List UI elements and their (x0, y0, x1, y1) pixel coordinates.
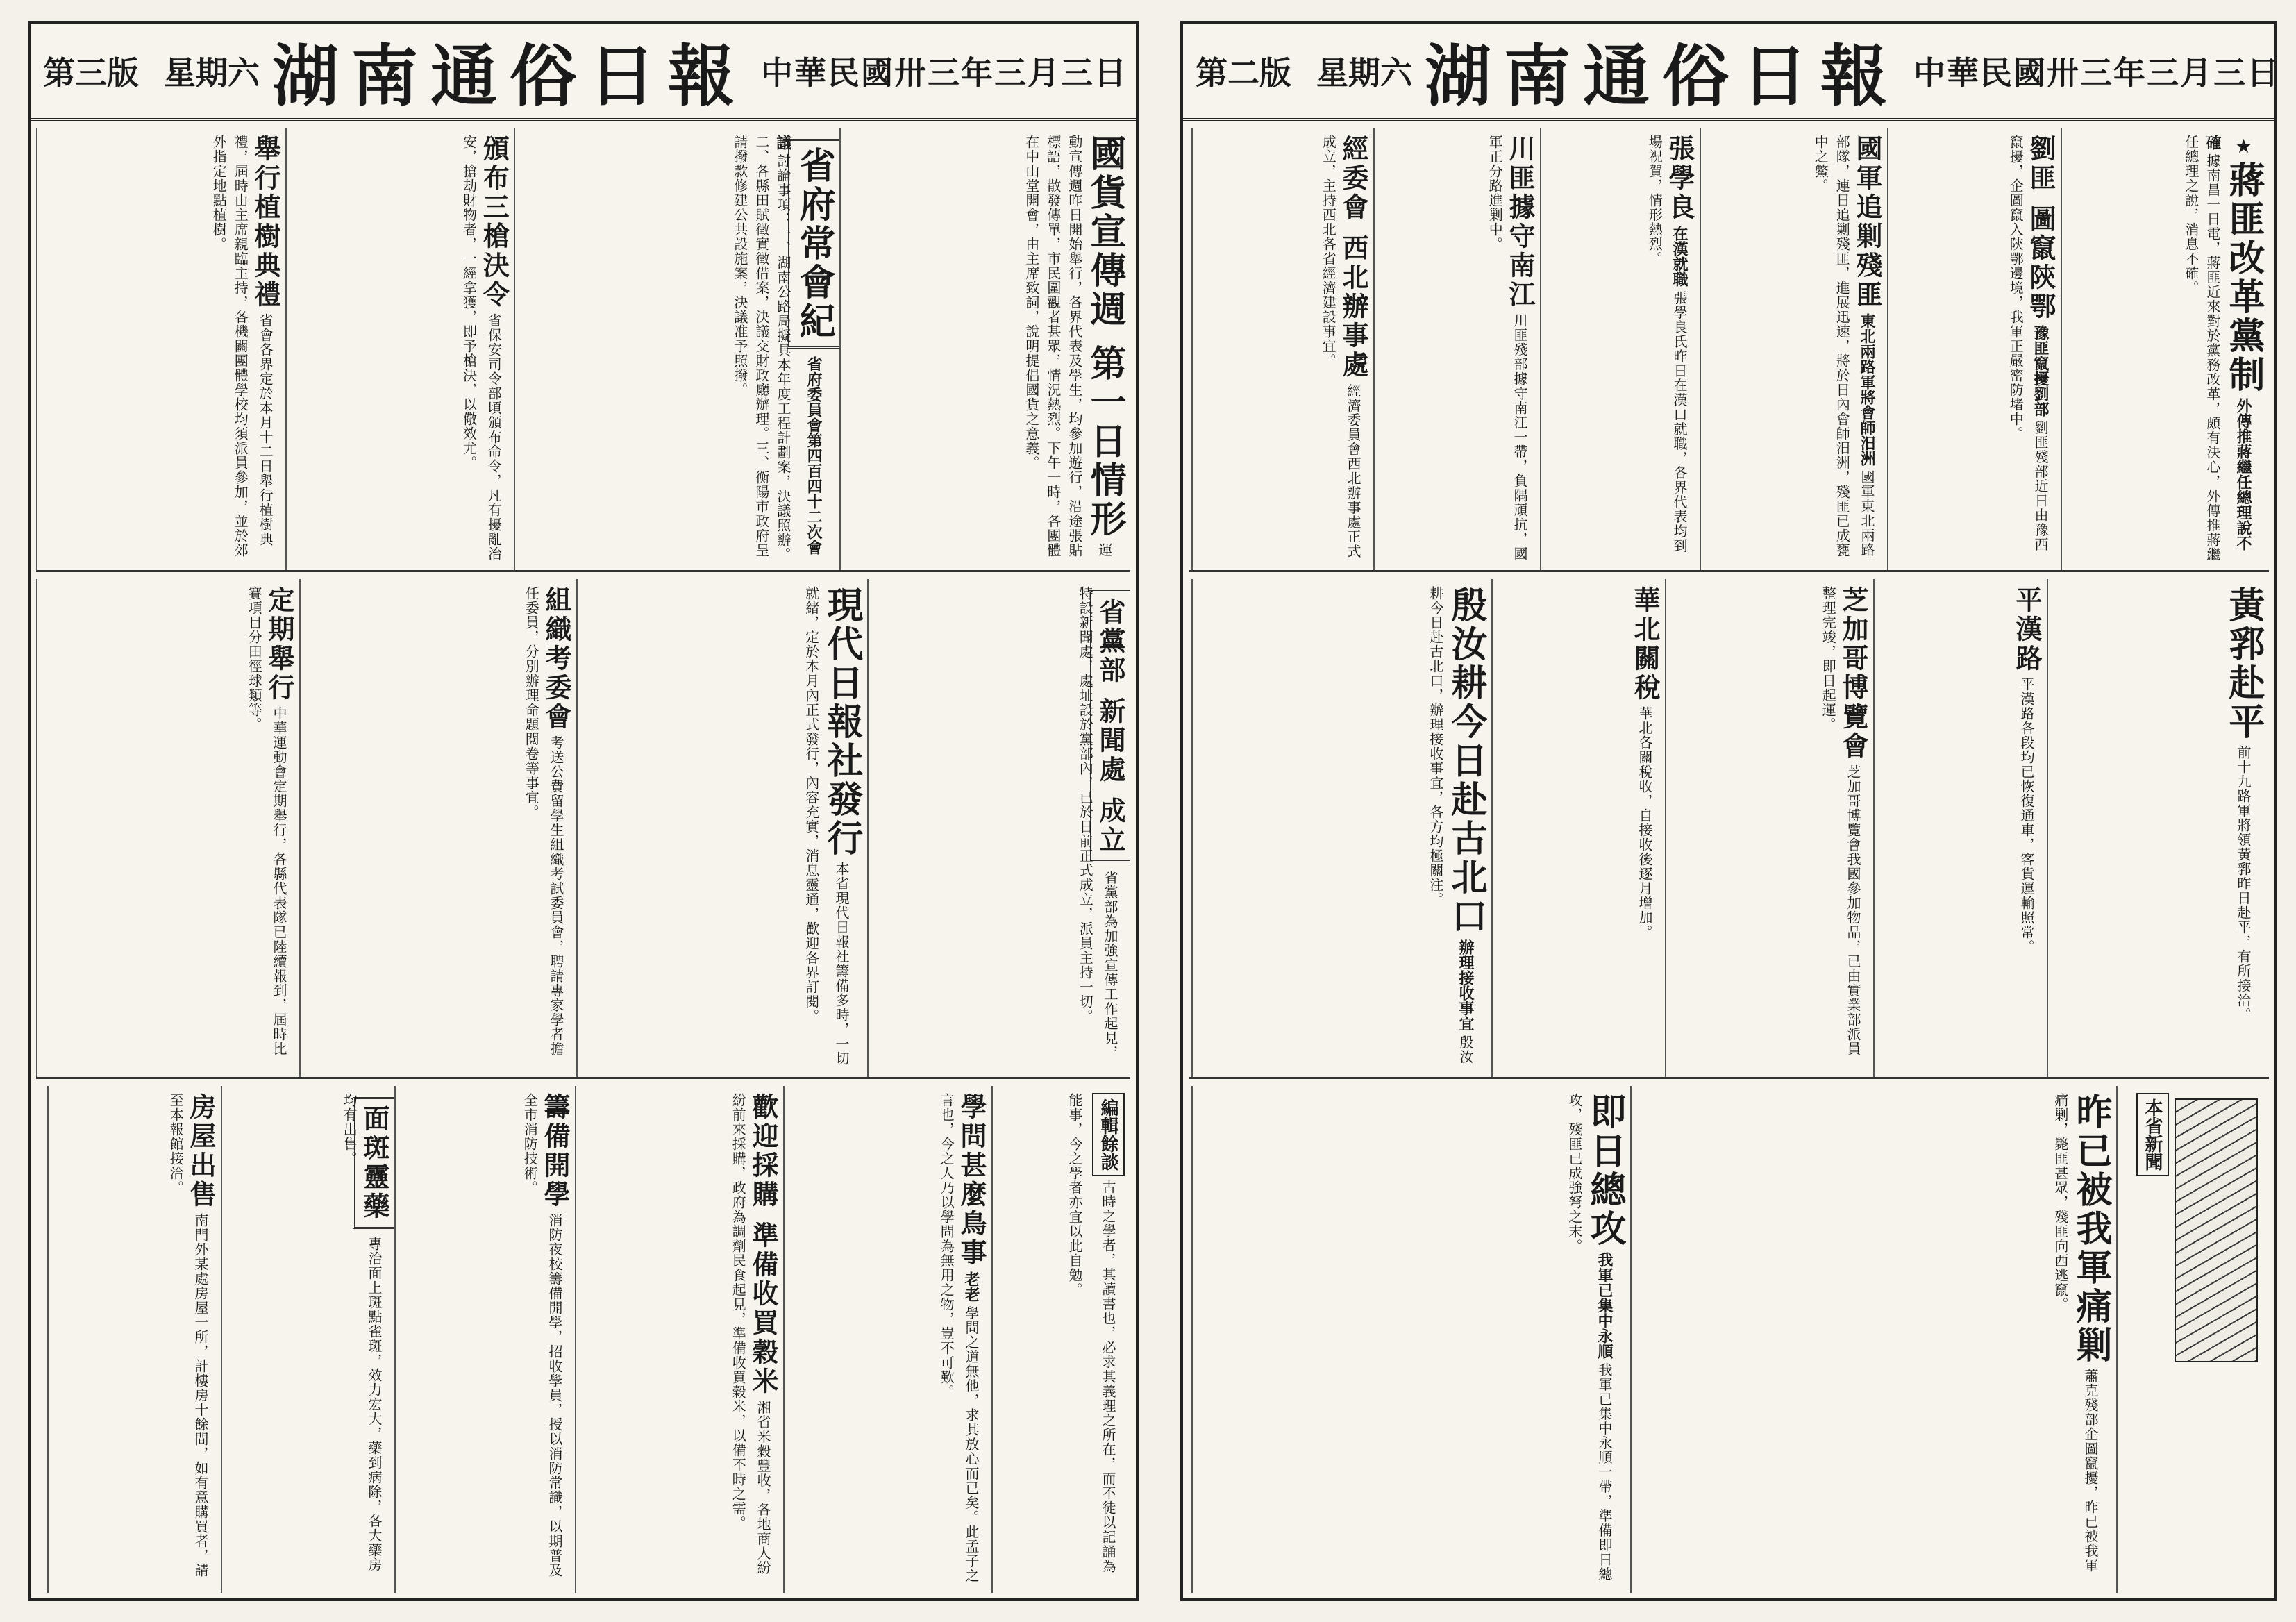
masthead (31, 24, 1136, 121)
article (991, 1086, 1130, 1593)
article-text: 考送公費留學生組織考試委員會，聘請專家學者擔任委員，分別辦理命題閱卷等事宜。 (523, 586, 565, 1057)
article-text: 討論事項：一、湖南公路局擬具本年度工程計劃案，決議照辦。二、各縣田賦徵實徵借案，決議交財政廳辦理。三、衡陽市政府呈請撥款修建公共設施案，決議准予照撥。 (731, 135, 791, 562)
article-tier-1 (36, 128, 1130, 572)
article (36, 128, 285, 570)
article (2061, 128, 2269, 570)
article (1700, 128, 1887, 570)
newspaper-page-second-edition (1180, 21, 2280, 1601)
article-byline: 老老 (962, 1271, 980, 1303)
article-headline: 平漢路 (2011, 586, 2043, 674)
article (1191, 579, 1491, 1077)
newspaper-page-third-edition (28, 21, 1139, 1601)
article-byline: 外傳推蔣繼任總理說不確 (2203, 135, 2252, 551)
masthead (1183, 24, 2280, 121)
article-headline: 省府常會紀 (787, 139, 839, 349)
article-headline: 籌備開學 (539, 1093, 571, 1210)
article-headline: 川匪據守南江 (1505, 135, 1536, 310)
edition-label: 第三版 (43, 54, 139, 92)
article-headline: 舉行植樹典禮 (250, 135, 282, 310)
article-headline: 頒布三槍決令 (478, 135, 510, 310)
article-headline: 經委會 西北辦事處 (1338, 135, 1369, 381)
article-headline: 省黨部 新聞處 成立 (1089, 590, 1130, 862)
article (1491, 579, 1665, 1077)
article-text: 本省現代日報社籌備多時，一切就緒，定於本月內正式發行，內容充實，消息靈通，歡迎各界訂閱。 (803, 586, 850, 1067)
article (1887, 128, 2061, 570)
article-text: 國軍東北兩路部隊，連日追剿殘匪，進展迅速，將於日內會師汨洲，殘匪已成甕中之鱉。 (1812, 135, 1875, 558)
article-tier-3 (1189, 1086, 2269, 1593)
article-text: 芝加哥博覽會我國參加物品，已由實業部派員整理完竣，即日起運。 (1820, 586, 1861, 1057)
article-headline: 組織考委會 (541, 586, 573, 732)
article (47, 1086, 221, 1593)
newspaper-title: 湖南通俗日報 (272, 36, 747, 115)
article-byline: 省府委員會第四百四十二次會議 (773, 135, 823, 555)
article-text: 殷汝耕今日赴古北口，辦理接收事宜，各方均極關注。 (1427, 586, 1474, 1064)
article-headline: 國貨宣傳週 第一日情形 (1084, 135, 1126, 540)
article-headline: 面斑靈藥 (353, 1097, 394, 1229)
star-marker-icon: ★ (2232, 135, 2255, 158)
article-headline: 國軍追剿殘匪 (1852, 135, 1883, 310)
article-text: 川匪殘部據守南江一帶，負隅頑抗，國軍正分路進剿中。 (1486, 135, 1528, 562)
article-tier-2 (36, 579, 1130, 1079)
article-headline: 蔣匪改革黨制 (2222, 161, 2265, 395)
article (1873, 579, 2047, 1077)
article (1191, 1086, 1630, 1593)
article (394, 1086, 575, 1593)
article-headline: 學問甚麼鳥事 (956, 1093, 987, 1268)
article-byline: 在漢就職 (1670, 226, 1689, 287)
article-text: 消防夜校籌備開學，招收學員，授以消防常識，以期普及全市消防技術。 (521, 1093, 563, 1578)
article-text: 中華運動會定期舉行，各縣代表隊已陸續報到，屆時比賽項目分田徑球類等。 (246, 586, 288, 1057)
article-headline: 華北關稅 (1629, 586, 1661, 703)
article (1191, 128, 1373, 570)
article-headline: 現代日報社發行 (820, 586, 863, 858)
article-text: 據南昌一日電，蔣匪近來對於黨務改革，頗有決心，外傳推蔣繼任總理之說，消息不確。 (2182, 135, 2221, 562)
article-text: 專治面上斑點雀斑，效力宏大，藥到病除，各大藥房均有出售。 (341, 1093, 383, 1573)
article-headline: 昨已被我軍痛剿 (2070, 1093, 2112, 1365)
article-headline: 張學良 (1664, 135, 1695, 222)
article (2047, 579, 2269, 1077)
article-text: 劉匪殘部近日由豫西竄擾，企圖竄入陝鄂邊境，我軍正嚴密防堵中。 (2007, 135, 2049, 552)
article (1373, 128, 1540, 570)
article (783, 1086, 991, 1593)
article-headline: 歡迎採購 準備收買穀米 (748, 1093, 779, 1397)
article-headline: 劉匪 圖竄陝鄂 (2025, 135, 2056, 322)
article-headline: 編輯餘談 (1092, 1093, 1125, 1176)
article (1665, 579, 1873, 1077)
page-body (36, 128, 1130, 1593)
weekday-label: 星期六 (164, 54, 260, 92)
article (299, 579, 576, 1077)
article-text: 湘省米穀豐收，各地商人紛紛前來採購，政府為調劑民食起見，準備收買穀米，以備不時之需。 (730, 1093, 771, 1575)
issue-date: 中華民國卅三年三月三日 (1913, 54, 2280, 92)
issue-date: 中華民國卅三年三月三日 (761, 54, 1128, 92)
article (36, 579, 299, 1077)
article-text: 省黨部為加強宣傳工作起見，特設新聞處，處址設於黨部內，已於日前正式成立，派員主持一切。 (1077, 586, 1118, 1060)
article-byline: 辦理接收事宜 (1457, 939, 1475, 1032)
article (1540, 128, 1700, 570)
article-text: 前十九路軍將領黃郛昨日赴平，有所接洽。 (2235, 745, 2252, 1023)
article-text: 運動宣傳週昨日開始舉行，各界代表及學生，均參加遊行，沿途張貼標語，散發傳單，市民圍觀者甚眾，情況熱烈。下午一時，各團體在中山堂開會，由主席致詞，說明提倡國貨之意義。 (1023, 135, 1113, 558)
article-byline: 東北兩路軍將會師汨洲 (1858, 313, 1876, 467)
article (285, 128, 514, 570)
edition-label: 第二版 (1196, 54, 1291, 92)
article-headline: 殷汝耕今日赴古北口 (1445, 586, 1487, 936)
article-text: 南門外某處房屋一所，計樓房十餘間，如有意購買者，請至本報館接洽。 (167, 1093, 209, 1578)
article-tier-2 (1189, 579, 2269, 1079)
article-headline: 定期舉行 (264, 586, 296, 703)
article (2116, 1086, 2269, 1593)
section-label: 本省新聞 (2136, 1093, 2169, 1176)
article-text: 經濟委員會西北辦事處正式成立，主持西北各省經濟建設事宜。 (1320, 135, 1361, 559)
article-text: 蕭克殘部企圖竄擾，昨已被我軍痛剿，斃匪甚眾，殘匪向西逃竄。 (2052, 1093, 2099, 1573)
article (514, 128, 839, 570)
article (576, 579, 867, 1077)
article-text: 平漢路各段均已恢復通車，客貨運輸照常。 (2018, 677, 2035, 955)
article-headline: 芝加哥博覽會 (1838, 586, 1869, 761)
article (839, 128, 1130, 570)
article-tier-3 (36, 1086, 1130, 1593)
article-tier-1 (1189, 128, 2269, 572)
article (221, 1086, 394, 1593)
article-text: 華北各關稅收，自接收後逐月增加。 (1636, 706, 1653, 940)
article-text: 省會各界定於本月十二日舉行植樹典禮，屆時由主席親臨主持，各機關團體學校均須派員參加，並於郊外指定地點植樹。 (210, 135, 274, 558)
weekday-label: 星期六 (1316, 54, 1412, 92)
article-text: 我軍已集中永順一帶，準備即日總攻，殘匪已成強弩之末。 (1566, 1093, 1613, 1582)
article (867, 579, 1130, 1077)
article-byline: 我軍已集中永順 (1595, 1252, 1614, 1360)
article-text: 省保安司令部頃頒布命令，凡有擾亂治安，搶劫財物者，一經拿獲，即予槍決，以儆效尤。 (460, 135, 503, 562)
article-text: 古時之學者，其讀書也，必求其義理之所在，而不徒以記誦為能事，今之學者亦宜以此自勉。 (1066, 1093, 1116, 1574)
article (1630, 1086, 2116, 1593)
article-text: 學問之道無他，求其放心而已矣。此孟子之言也，今之人乃以學問為無用之物，豈不可歎。 (938, 1093, 980, 1583)
newspaper-title: 湖南通俗日報 (1425, 36, 1900, 115)
article-text: 張學良氏昨日在漢口就職，各界代表均到場祝賀，情形熱烈。 (1646, 135, 1688, 553)
article-headline: 即日總攻 (1584, 1093, 1626, 1248)
article-byline: 豫匪竄擾劉部 (2031, 325, 2050, 417)
article-headline: 房屋出售 (185, 1093, 217, 1210)
article (575, 1086, 783, 1593)
article-headline: 黃郛赴平 (2222, 586, 2265, 742)
woodcut-illustration (2175, 1098, 2258, 1362)
page-body (1189, 128, 2269, 1593)
